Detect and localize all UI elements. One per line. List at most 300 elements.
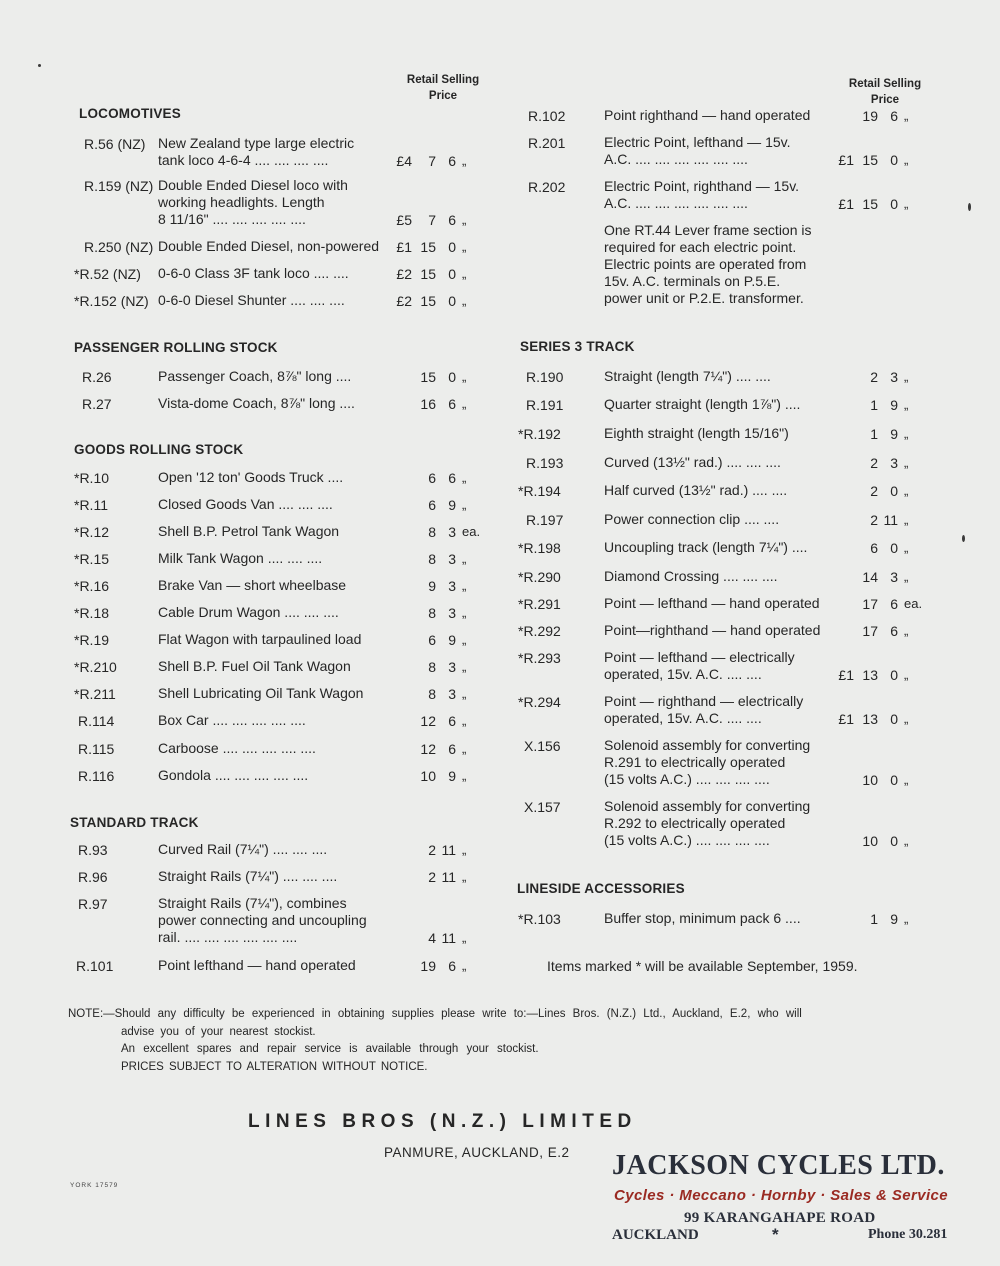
price-pounds (392, 577, 412, 595)
price-pounds (834, 482, 854, 500)
price-row-r-52-nz (74, 265, 502, 283)
description-line: Buffer stop, minimum pack 6 .... (604, 910, 801, 926)
price-row-r-191 (518, 396, 944, 414)
description-line: Point lefthand — hand operated (158, 957, 356, 973)
description-line: Power connection clip .... .... (604, 511, 780, 527)
price-pounds (834, 568, 854, 586)
company-name: LINES BROS (N.Z.) LIMITED (248, 1111, 637, 1132)
price-shillings: 1 (870, 397, 878, 413)
item-description (604, 134, 791, 168)
price-pence: 6 (448, 396, 456, 412)
price-shillings: 4 (428, 930, 436, 946)
price-row-r-15 (74, 550, 502, 568)
price-row-r-202 (518, 178, 944, 212)
description-line: One RT.44 Lever frame section is (604, 222, 812, 238)
item-description (604, 368, 771, 385)
price-row-r-102 (518, 107, 944, 125)
ditto-mark: „ (462, 212, 467, 227)
item-description (604, 595, 820, 612)
price-shillings: 6 (428, 497, 436, 513)
price-row-r-193 (518, 454, 944, 472)
price-shillings: 6 (870, 540, 878, 556)
price-pence: 6 (448, 153, 456, 169)
item-description (604, 568, 778, 585)
price-pence: 3 (890, 369, 898, 385)
item-description (158, 368, 351, 385)
description-line: Straight Rails (7¼") .... .... .... (158, 868, 338, 884)
price-shillings: 17 (862, 596, 878, 612)
item-description (604, 454, 781, 471)
item-description (158, 265, 349, 282)
price-shillings: 8 (428, 524, 436, 540)
section-title-goods-rolling-stock: GOODS ROLLING STOCK (74, 442, 244, 457)
description-line: 0-6-0 Diesel Shunter .... .... .... (158, 292, 345, 308)
ditto-mark: „ (462, 266, 467, 281)
price-pence: 9 (890, 426, 898, 442)
price-row-r-96 (74, 868, 502, 886)
description-line: Electric Point, righthand — 15v. (604, 178, 800, 194)
item-description (158, 841, 327, 858)
price-shillings: 2 (428, 842, 436, 858)
price-pence: 0 (448, 293, 456, 309)
ditto-mark: „ (904, 623, 909, 638)
ditto-mark: „ (462, 768, 467, 783)
item-price (392, 631, 490, 649)
description-line: Curved Rail (7¼") .... .... .... (158, 841, 328, 857)
price-pence: 3 (448, 659, 456, 675)
price-pounds (834, 107, 854, 125)
description-line: R.291 to electrically operated (604, 754, 786, 770)
item-code: R.197 (526, 512, 564, 528)
item-code: *R.292 (518, 623, 561, 639)
item-code: *R.210 (74, 659, 117, 675)
ditto-mark: „ (904, 196, 909, 211)
price-pence: 0 (890, 152, 898, 168)
description-line: A.C. .... .... .... .... .... .... (604, 151, 748, 167)
note-line: An excellent spares and repair service is available through your stockist. (121, 1043, 539, 1055)
item-code: R.97 (78, 896, 108, 912)
price-pounds (834, 771, 854, 789)
item-code: *R.294 (518, 694, 561, 710)
item-description (158, 895, 367, 946)
description-line: Double Ended Diesel loco with (158, 177, 348, 193)
dealer-phone: Phone 30.281 (868, 1227, 948, 1242)
description-line: Point — lefthand — hand operated (604, 595, 820, 611)
description-line: required for each electric point. (604, 239, 797, 255)
price-shillings: 15 (420, 369, 436, 385)
printer-mark: YORK 17579 (70, 1182, 119, 1189)
supply-note (68, 1006, 928, 1076)
item-price (392, 604, 490, 622)
item-description (158, 868, 337, 885)
price-pence: 0 (448, 369, 456, 385)
price-row-r-18 (74, 604, 502, 622)
description-line: Brake Van — short wheelbase (158, 577, 347, 593)
price-shillings: 15 (420, 266, 436, 282)
note-line: advise you of your nearest stockist. (121, 1025, 316, 1038)
price-shillings: 9 (428, 578, 436, 594)
description-line: Box Car .... .... .... .... .... (158, 712, 306, 728)
right-price-header (840, 76, 930, 108)
item-description (158, 292, 345, 309)
price-pounds (392, 740, 412, 758)
item-price (392, 740, 490, 758)
price-pounds: £1 (838, 196, 854, 212)
note-line: NOTE:—Should any difficulty be experienced in obtaining supplies please write to:—Lines Bros. (N.Z.) Ltd., Auckland, E.2, who will (68, 1008, 802, 1020)
price-pounds (834, 832, 854, 850)
description-line: Uncoupling track (length 7¼") .... (604, 539, 808, 555)
ditto-mark: „ (462, 842, 467, 857)
price-row-r-159-nz (74, 177, 502, 228)
item-price (392, 238, 490, 256)
item-description (158, 135, 354, 169)
item-price (834, 832, 932, 850)
price-row-r-114 (74, 712, 502, 730)
item-price (392, 712, 490, 730)
item-description (604, 511, 779, 528)
item-description (604, 649, 795, 683)
item-description (158, 712, 306, 729)
item-code: R.115 (78, 741, 115, 757)
item-code: *R.15 (74, 551, 110, 567)
price-pounds (392, 395, 412, 413)
item-code: *R.198 (518, 540, 561, 556)
item-description (158, 395, 355, 412)
price-pence: 6 (448, 713, 456, 729)
description-line: Milk Tank Wagon .... .... .... (158, 550, 323, 566)
item-code: R.202 (528, 179, 566, 195)
item-price (392, 152, 490, 170)
price-shillings: 15 (420, 293, 436, 309)
description-line: Cable Drum Wagon .... .... .... (158, 604, 339, 620)
item-code: *R.103 (518, 911, 561, 927)
item-code: *R.16 (74, 578, 110, 594)
item-price (392, 841, 490, 859)
item-description (158, 177, 348, 228)
price-shillings: 6 (428, 470, 436, 486)
item-description (158, 496, 333, 513)
price-row-r-198 (518, 539, 944, 557)
price-row-r-250-nz (74, 238, 502, 256)
item-price (834, 539, 932, 557)
price-shillings: 8 (428, 551, 436, 567)
price-pounds: £2 (396, 293, 412, 309)
price-shillings: 2 (870, 369, 878, 385)
item-code: R.96 (78, 869, 108, 885)
price-row-r-27 (74, 395, 502, 413)
price-pence: 0 (890, 196, 898, 212)
ditto-mark: „ (904, 426, 909, 441)
section-title-passenger-rolling-stock: PASSENGER ROLLING STOCK (74, 340, 278, 355)
price-row-r-152-nz (74, 292, 502, 310)
item-code: *R.12 (74, 524, 110, 540)
price-row-r-210 (74, 658, 502, 676)
item-price (392, 550, 490, 568)
ditto-mark: „ (904, 108, 909, 123)
item-code: R.27 (82, 396, 112, 412)
paper-speck (962, 535, 965, 542)
item-description (604, 693, 803, 727)
price-shillings: 8 (428, 659, 436, 675)
ditto-mark: „ (462, 239, 467, 254)
description-line: power unit or P.2.E. transformer. (604, 290, 804, 306)
price-pence: 0 (890, 833, 898, 849)
item-code: *R.52 (NZ) (74, 266, 141, 282)
price-shillings: 13 (862, 711, 878, 727)
item-price (834, 151, 932, 169)
item-description (604, 396, 800, 413)
description-line: operated, 15v. A.C. .... .... (604, 666, 762, 682)
ditto-mark: „ (904, 152, 909, 167)
price-shillings: 6 (428, 632, 436, 648)
ditto-mark: „ (462, 632, 467, 647)
price-pounds (392, 631, 412, 649)
item-price (392, 292, 490, 310)
ditto-mark: „ (904, 397, 909, 412)
price-pounds (392, 604, 412, 622)
item-code: *R.192 (518, 426, 561, 442)
item-price (834, 666, 932, 684)
item-description (604, 482, 787, 499)
item-code: R.26 (82, 369, 112, 385)
description-line: Point — righthand — electrically (604, 693, 804, 709)
price-pounds (392, 550, 412, 568)
price-shillings: 2 (870, 483, 878, 499)
price-row-r-290 (518, 568, 944, 586)
item-price (834, 396, 932, 414)
item-code: R.116 (78, 768, 115, 784)
price-shillings: 7 (428, 212, 436, 228)
description-line: Eighth straight (length 15/16") (604, 425, 789, 441)
item-price (834, 568, 932, 586)
description-line: A.C. .... .... .... .... .... .... (604, 195, 748, 211)
description-line: Straight (length 7¼") .... .... (604, 368, 771, 384)
description-line: 0-6-0 Class 3F tank loco .... .... (158, 265, 349, 281)
price-pence: 11 (441, 869, 456, 885)
price-pence: 11 (883, 512, 898, 528)
item-price (392, 211, 490, 229)
ditto-mark: „ (462, 153, 467, 168)
ditto-mark: „ (462, 293, 467, 308)
item-price (834, 368, 932, 386)
item-description (158, 577, 346, 594)
price-pence: 0 (448, 239, 456, 255)
section-title-locomotives: LOCOMOTIVES (79, 106, 181, 121)
price-row-x-156 (518, 737, 944, 788)
price-pence: 0 (890, 540, 898, 556)
ditto-mark: „ (904, 911, 909, 926)
description-line: Open '12 ton' Goods Truck .... (158, 469, 344, 485)
ditto-mark: „ (904, 772, 909, 787)
item-code: *R.211 (74, 686, 116, 702)
item-code: R.159 (NZ) (84, 178, 154, 194)
item-description (604, 107, 810, 124)
item-code: R.201 (528, 135, 566, 151)
price-pounds (392, 658, 412, 676)
description-line: Diamond Crossing .... .... .... (604, 568, 778, 584)
item-code: *R.290 (518, 569, 561, 585)
price-pence: 6 (890, 596, 898, 612)
price-row-r-10 (74, 469, 502, 487)
description-line: power connecting and uncoupling (158, 912, 367, 928)
ditto-mark: „ (904, 833, 909, 848)
price-row-r-293 (518, 649, 944, 683)
item-code: X.156 (524, 738, 561, 754)
description-line: New Zealand type large electric (158, 135, 355, 151)
item-description (604, 222, 812, 307)
price-row-r-56-nz (74, 135, 502, 169)
item-code: *R.10 (74, 470, 110, 486)
item-code: R.56 (NZ) (84, 136, 146, 152)
price-pounds (392, 685, 412, 703)
price-pence: 6 (448, 958, 456, 974)
item-code: R.250 (NZ) (84, 239, 154, 255)
price-shillings: 12 (420, 741, 436, 757)
price-header-line-1: Retail Selling (848, 78, 922, 90)
description-line: rail. .... .... .... .... .... .... (158, 929, 298, 945)
item-description (158, 631, 361, 648)
ditto-mark: „ (462, 869, 467, 884)
description-line: R.292 to electrically operated (604, 815, 786, 831)
price-row-r-26 (74, 368, 502, 386)
item-code: *R.152 (NZ) (74, 293, 149, 309)
item-price (834, 454, 932, 472)
price-row-r-197 (518, 511, 944, 529)
price-pence: 0 (448, 266, 456, 282)
description-line: Closed Goods Van .... .... .... (158, 496, 333, 512)
price-shillings: 8 (428, 686, 436, 702)
paper-speck (38, 64, 41, 67)
ditto-mark: „ (462, 958, 467, 973)
description-line: Half curved (13½" rad.) .... .... (604, 482, 788, 498)
price-pounds (392, 957, 412, 975)
item-code: *R.293 (518, 650, 561, 666)
price-pence: 0 (890, 711, 898, 727)
price-pence: 9 (890, 911, 898, 927)
item-code: *R.194 (518, 483, 561, 499)
price-shillings: 17 (862, 623, 878, 639)
description-line: Double Ended Diesel, non-powered (158, 238, 380, 254)
ditto-mark: „ (904, 483, 909, 498)
section-title-series-3-track: SERIES 3 TRACK (520, 339, 635, 354)
price-header-line-2: Price (428, 90, 458, 102)
availability-note: Items marked * will be available September, 1959. (547, 958, 858, 974)
price-header-line-2: Price (870, 94, 900, 106)
item-price (834, 622, 932, 640)
item-description (158, 550, 322, 567)
description-line: Electric Point, lefthand — 15v. (604, 134, 791, 150)
price-pounds: £1 (838, 152, 854, 168)
item-price (834, 511, 932, 529)
price-pence: 11 (441, 842, 456, 858)
item-description (158, 658, 351, 675)
price-pounds: £2 (396, 266, 412, 282)
price-pounds: £1 (838, 667, 854, 683)
price-pounds (834, 511, 854, 529)
item-description (604, 910, 801, 927)
ditto-mark: „ (462, 396, 467, 411)
paper-speck (968, 203, 971, 211)
price-pounds (392, 712, 412, 730)
description-line: (15 volts A.C.) .... .... .... .... (604, 771, 770, 787)
price-pence: 9 (890, 397, 898, 413)
price-row-note (518, 222, 944, 306)
ditto-mark: „ (462, 930, 467, 945)
price-pounds (392, 496, 412, 514)
note-line: PRICES SUBJECT TO ALTERATION WITHOUT NOTICE. (121, 1060, 428, 1073)
price-row-r-103 (518, 910, 944, 928)
description-line: Point righthand — hand operated (604, 107, 811, 123)
price-row-r-190 (518, 368, 944, 386)
description-line: Vista-dome Coach, 8⅞" long .... (158, 395, 355, 411)
item-code: *R.18 (74, 605, 110, 621)
item-description (604, 798, 810, 849)
item-price (834, 482, 932, 500)
price-row-r-115 (74, 740, 502, 758)
description-line: operated, 15v. A.C. .... .... (604, 710, 762, 726)
price-row-r-12 (74, 523, 502, 541)
ditto-mark: „ (462, 605, 467, 620)
ditto-mark: „ (462, 497, 467, 512)
description-line: Carboose .... .... .... .... .... (158, 740, 316, 756)
price-shillings: 15 (862, 152, 878, 168)
item-description (158, 957, 356, 974)
price-shillings: 10 (862, 833, 878, 849)
item-price (392, 265, 490, 283)
item-description (604, 622, 820, 639)
ditto-mark: „ (904, 455, 909, 470)
item-code: R.190 (526, 369, 564, 385)
price-pence: 3 (448, 686, 456, 702)
ditto-mark: „ (462, 470, 467, 485)
price-pounds: £1 (838, 711, 854, 727)
ditto-mark: „ (904, 569, 909, 584)
price-pence: 3 (448, 605, 456, 621)
description-line: Flat Wagon with tarpaulined load (158, 631, 362, 647)
price-pence: 11 (441, 930, 456, 946)
company-address: PANMURE, AUCKLAND, E.2 (384, 1145, 570, 1160)
price-row-r-101 (74, 957, 502, 975)
price-shillings: 10 (862, 772, 878, 788)
price-row-r-292 (518, 622, 944, 640)
item-code: *R.11 (74, 497, 108, 513)
each-suffix: ea. (462, 524, 481, 539)
price-shillings: 19 (420, 958, 436, 974)
item-price (834, 910, 932, 928)
item-price (834, 425, 932, 443)
item-price (834, 771, 932, 789)
price-pence: 9 (448, 632, 456, 648)
price-shillings: 12 (420, 713, 436, 729)
item-description (158, 604, 339, 621)
ditto-mark: „ (904, 667, 909, 682)
price-pence: 6 (890, 108, 898, 124)
description-line: (15 volts A.C.) .... .... .... .... (604, 832, 770, 848)
price-header-line-1: Retail Selling (406, 74, 480, 86)
price-row-r-19 (74, 631, 502, 649)
item-price (392, 868, 490, 886)
price-pounds (834, 622, 854, 640)
description-line: Solenoid assembly for converting (604, 798, 811, 814)
item-description (604, 178, 799, 212)
price-pence: 0 (890, 483, 898, 499)
price-pounds (392, 469, 412, 487)
description-line: tank loco 4-6-4 .... .... .... .... (158, 152, 329, 168)
item-price (392, 767, 490, 785)
description-line: Passenger Coach, 8⅞" long .... (158, 368, 352, 384)
price-pounds (392, 523, 412, 541)
price-pounds (834, 539, 854, 557)
